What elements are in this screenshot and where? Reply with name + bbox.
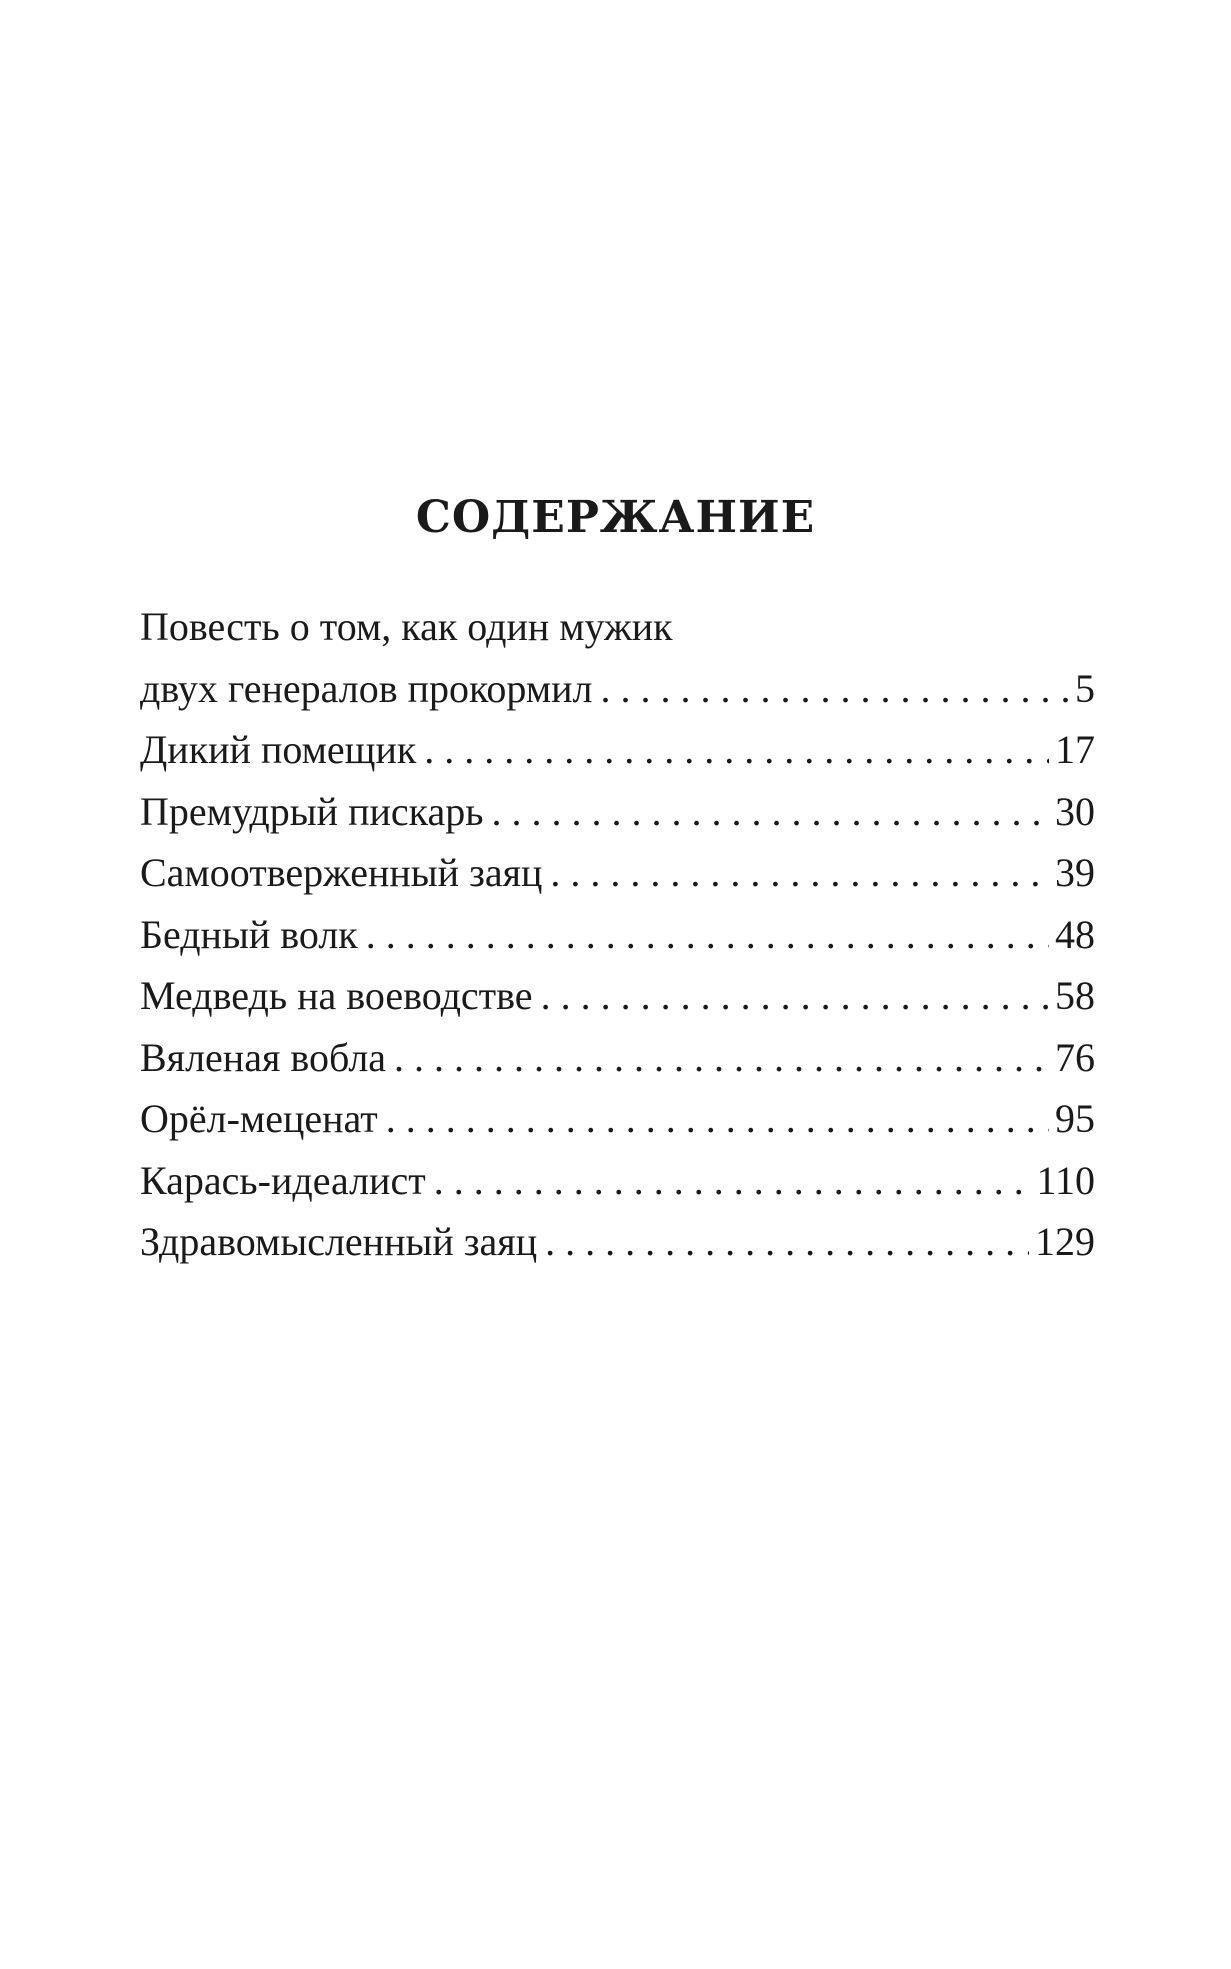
toc-entry — [140, 842, 1095, 904]
toc-entry-title: Орёл-меценат — [140, 1096, 378, 1141]
dot-leader — [434, 1150, 1031, 1212]
dot-leader — [545, 1211, 1029, 1273]
dot-leader — [601, 658, 1070, 720]
toc-entry-line — [140, 1211, 1095, 1273]
toc-entry-page-number: 129 — [1035, 1219, 1095, 1264]
toc-entry-title: двух генералов прокормил — [140, 665, 593, 711]
toc-entry — [140, 596, 1095, 719]
toc-entry — [140, 1027, 1095, 1089]
toc-entry-title-line1: Повесть о том, как один мужик — [140, 604, 673, 649]
dot-leader — [541, 965, 1049, 1027]
toc-entry-line — [140, 965, 1095, 1027]
toc-entry-line — [140, 1150, 1095, 1212]
toc-entry — [140, 965, 1095, 1027]
toc-entry-page-number: 39 — [1055, 850, 1095, 895]
toc-entry-title: Здравомысленный заяц — [140, 1219, 538, 1264]
toc-entry-title: Бедный волк — [140, 911, 358, 957]
toc-entry-page-number: 58 — [1055, 973, 1095, 1018]
toc-entry-title: Медведь на воеводстве — [140, 973, 533, 1018]
toc-entry-line — [140, 781, 1095, 843]
toc-entry — [140, 781, 1095, 843]
toc-entry — [140, 1088, 1095, 1150]
dot-leader — [386, 1088, 1049, 1150]
dot-leader — [491, 781, 1049, 843]
toc-entry-line — [140, 842, 1095, 904]
toc-entry — [140, 719, 1095, 781]
dot-leader — [424, 719, 1049, 781]
toc-entry-page-number: 48 — [1055, 911, 1095, 957]
toc-entry-page-number: 95 — [1055, 1096, 1095, 1141]
toc-entry — [140, 1211, 1095, 1273]
toc-entry-title: Карась-идеалист — [140, 1157, 426, 1203]
toc-entry-line — [140, 658, 1095, 720]
toc-entry — [140, 1150, 1095, 1212]
toc-entry-page-number: 110 — [1036, 1157, 1095, 1203]
dot-leader — [550, 842, 1049, 904]
dot-leader — [394, 1027, 1049, 1089]
toc-entry-page-number: 30 — [1055, 788, 1095, 834]
toc-entry-title: Премудрый пискарь — [140, 788, 484, 834]
dot-leader — [366, 904, 1049, 966]
toc-entry-title: Дикий помещик — [140, 727, 417, 772]
toc-entry-line — [140, 1088, 1095, 1150]
toc-entry-title: Вяленая вобла — [140, 1034, 387, 1080]
toc-entry-line — [140, 1027, 1095, 1089]
toc-entry-first-line — [140, 596, 1095, 658]
toc-entry-title: Самоотверженный заяц — [140, 850, 543, 895]
toc-heading: СОДЕРЖАНИЕ — [415, 492, 816, 543]
toc-entry-page-number: 5 — [1075, 665, 1095, 711]
toc-entry-page-number: 76 — [1055, 1034, 1095, 1080]
toc-list — [140, 596, 1095, 1273]
toc-entry-page-number: 17 — [1055, 727, 1095, 772]
toc-entry-line — [140, 719, 1095, 781]
toc-entry-line — [140, 904, 1095, 966]
toc-entry — [140, 904, 1095, 966]
